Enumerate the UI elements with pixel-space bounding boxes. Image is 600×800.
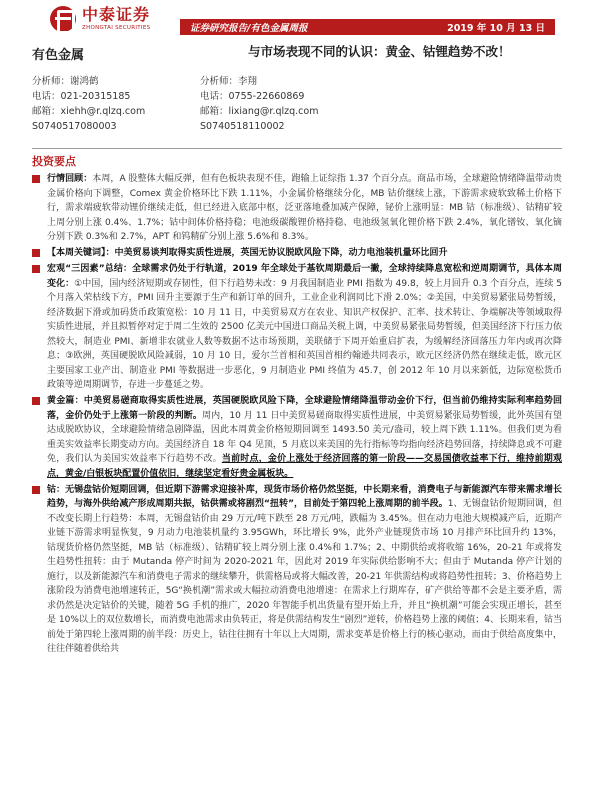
- section-title: 投资要点: [32, 155, 76, 168]
- square-bullet-icon: [32, 486, 40, 494]
- analyst-license: S0740517080003: [32, 121, 117, 132]
- analyst-info-1: [32, 74, 145, 134]
- analyst-name: 分析师：谢鸿鹤: [32, 76, 99, 87]
- block-text: 1、无锡盘钴价短期回调，但不改变长期上行趋势：本周，无锡盘钴价由 29 万元/吨下跌至 28 万元/吨，跌幅为 3.45%。但在动力电池大规模减产后，近期产业链下游需求明显恢复，9 月动力电池装机量约 3.95GWh，环比增长 9%，此外产业链现货市场 10 月排产环比回升约 13%，钴现货价格仍然坚挺，MB 钴（标准级）、钴精矿较上周分别上涨 0.4%和 1.7%；2、中期供给或将收缩 16%，20-21 年或将发生趋势性扭转：由于 Mutanda 停产时间为 2020-2021 年，因此对 2019 年实际供给影响不大；但由于 Mutanda 停产计划的施行，以及新能源汽车和消费电子需求的继续攀升，供需格局或将大幅改善，20-21 年供需结构或将趋势性扭转；3、价格趋势上涨阶段为消费电池增速转正，5G“换机潮”需求或大幅拉动消费电池增速：在需求上行期库存，矿产供给等都不会是主要矛盾，需求仍然是决定钴价的关键，随着 5G 手机的推广，2020 年智能手机出货量有望开始上升，并且“换机潮”可能会实现正增长，甚至是 10%以上的双位数增长，而消费电池需求由负转正，将是供需结构发生“剧烈”逆转，价格趋势上涨的阈值；4、长期来看，钴当前处于第四轮上涨周期的前半段：历史上，钴往往拥有十年以上大周期，需求变革是价格上行的核心驱动，而由于供给高度集中，往往伴随着供给共: [47, 499, 562, 654]
- analyst-email: 邮箱：xiehh@r.qlzq.com: [32, 106, 146, 117]
- report-header: [0, 0, 600, 40]
- highlight-gold: [32, 394, 562, 481]
- header-band: [180, 19, 555, 35]
- square-bullet-icon: [32, 175, 40, 183]
- analyst-email: 邮箱：lixiang@r.qlzq.com: [200, 106, 319, 117]
- logo-chinese-name: 中泰证券: [82, 5, 151, 24]
- sector-name: 有色金属: [32, 48, 85, 63]
- block-text: 中美贸易谈判取得实质性进展，英国无协议脱欧风险下降，动力电池装机量环比回升: [114, 248, 448, 258]
- block-bold-text: 中美贸易磋商取得实质性进展，英国硬脱欧风险下降，全球避险情绪降温带动金价下行，但当前仍维持实际利率趋势回落，金价仍处于上涨第一阶段的判断。: [47, 396, 562, 421]
- analyst-name: 分析师：李翔: [200, 76, 258, 87]
- logo-english-name: ZHONGTAI SECURITIES: [82, 25, 151, 31]
- block-text: ①中国，国内经济短期或存韧性，但下行趋势未改：9 月我国制造业 PMI 指数为 49.8，较上月回升 0.3 个百分点，连续 5 个月落入荣枯线下方，PMI 回升主要源于生产和新订单的回升，工业企业利润同比下滑 2.0%；②美国，中美贸易紧张局势暂缓，经济数据下滑或加码货币政策宽松：10 月 11 日，中美贸易双方在农业、知识产权保护、汇率、技术转让、争端解决等领域取得实质性进展，并且拟暂停对定于周二生效的 2500 亿美元中国进口商品关税上调，中美贸易紧张局势暂缓，但美国经济下行压力依然较大，制造业 PMI、新增非农就业人数等数据不达市场预期，美联储于下周开始重启扩表，为缓解经济回落压力年内或再次降息；③欧洲，英国硬脱欧风险减弱，10 月 10 日，爱尔兰首相和英国首相约翰逊共同表示，欧元区经济仍然在继续走低，欧元区主要国家工业产出、制造业 PMI 等数据进一步恶化，9 月制造业 PMI 终值为 45.7，创 2012 年 10 月以来新低，边际宽松货币政策等逆周期调节，存进一步蔓延之势。: [47, 278, 562, 390]
- block-lead: 行情回顾：: [47, 174, 93, 184]
- square-bullet-icon: [32, 265, 40, 273]
- square-bullet-icon: [32, 397, 40, 405]
- analyst-info-2: [200, 74, 318, 134]
- analyst-phone: 电话：021-20315185: [32, 91, 131, 102]
- highlight-keywords: [32, 246, 562, 261]
- analyst-license: S0740518110002: [200, 121, 285, 132]
- zhongtai-logo-icon: [50, 6, 76, 32]
- block-text: 本周，A 股整体大幅反弹，但有色板块表现不佳，跑输上证综指 1.37 个百分点。商品市场，全球避险情绪降温带动贵金属价格向下调整，Comex 黄金价格环比下跌 1.11%，小金属价格继续分化，MB 钴价继续上涨，下游需求疲软致稀土价格下行，需求端疲软带动锂价继续走低，但已经进入底部中枢，泛亚落地叠加减产保障，铋价上涨明显：MB 钴（标准级）、钴精矿较上周分别上涨 0.4%、1.7%；钴中间体价格持稳；电池级碳酸锂价格持稳、电池级氢氧化锂价格下跌 2.4%，氧化镨钕、氧化镝分别下跌 0.3%和 2.7%，APT 和钨精矿分别上涨 5.6%和 8.3%。: [47, 174, 562, 242]
- block-text: 周内，10 月 11 日中美贸易磋商取得实质性进展，中美贸易紧张局势暂缓，此外英国有望达成脱欧协议，全球避险情绪急剧降温，因此本周黄金价格短期回调至 1493.50 美元/盎司，较上周下跌 1.11%。但我们更为看重美实效益率长期变动方向。美国经济自 18 年 Q4 见顶，5 月底以来美国的先行指标等均指向经济趋势回落，持续降息或不可避免，我们认为美国实效益率下行趋势不改。: [47, 410, 562, 464]
- report-category: 证券研究报告/有色金属周报: [190, 23, 308, 34]
- block-bold-text: 无锡盘钴价短期回调，但近期下游需求迎接补库，现货市场价格仍然坚挺，中长期来看，消费电子与新能源汽车带来需求增长趋势，与海外供给减产形成周期共振，钴供需或将剧烈“扭转”，目前处于第四轮上涨周期的前半段。: [47, 484, 562, 509]
- highlight-cobalt: [32, 483, 562, 657]
- square-bullet-icon: [32, 249, 40, 257]
- block-lead: 【本周关键词】：: [47, 248, 115, 258]
- report-title: 与市场表现不同的认识：黄金、钴锂趋势不改！: [248, 44, 511, 59]
- company-logo: [50, 4, 150, 34]
- analyst-phone: 电话：0755-22660869: [200, 91, 305, 102]
- report-date: 2019 年 10 月 13 日: [447, 23, 545, 34]
- highlight-macro: [32, 262, 562, 393]
- block-lead: 宏观“三因素”总结：: [47, 264, 133, 274]
- block-lead: 钴：: [47, 484, 66, 495]
- investment-highlights: [32, 172, 562, 798]
- block-tail-text: 当前时点，金价上涨处于经济回落的第一阶段——交易国债收益率下行，维持前期观点，黄金/白银板块配置价值依旧，继续坚定看好贵金属板块。: [47, 454, 562, 479]
- block-lead: 黄金篇：: [47, 396, 84, 406]
- highlight-market-review: [32, 172, 562, 245]
- divider: [32, 148, 562, 149]
- block-bold-text: 全球需求仍处于行轨道，2019 年全球处于基钦周期最后一撇，全球持续降息宽松和逆周期调节，具体本周变化：: [47, 264, 562, 289]
